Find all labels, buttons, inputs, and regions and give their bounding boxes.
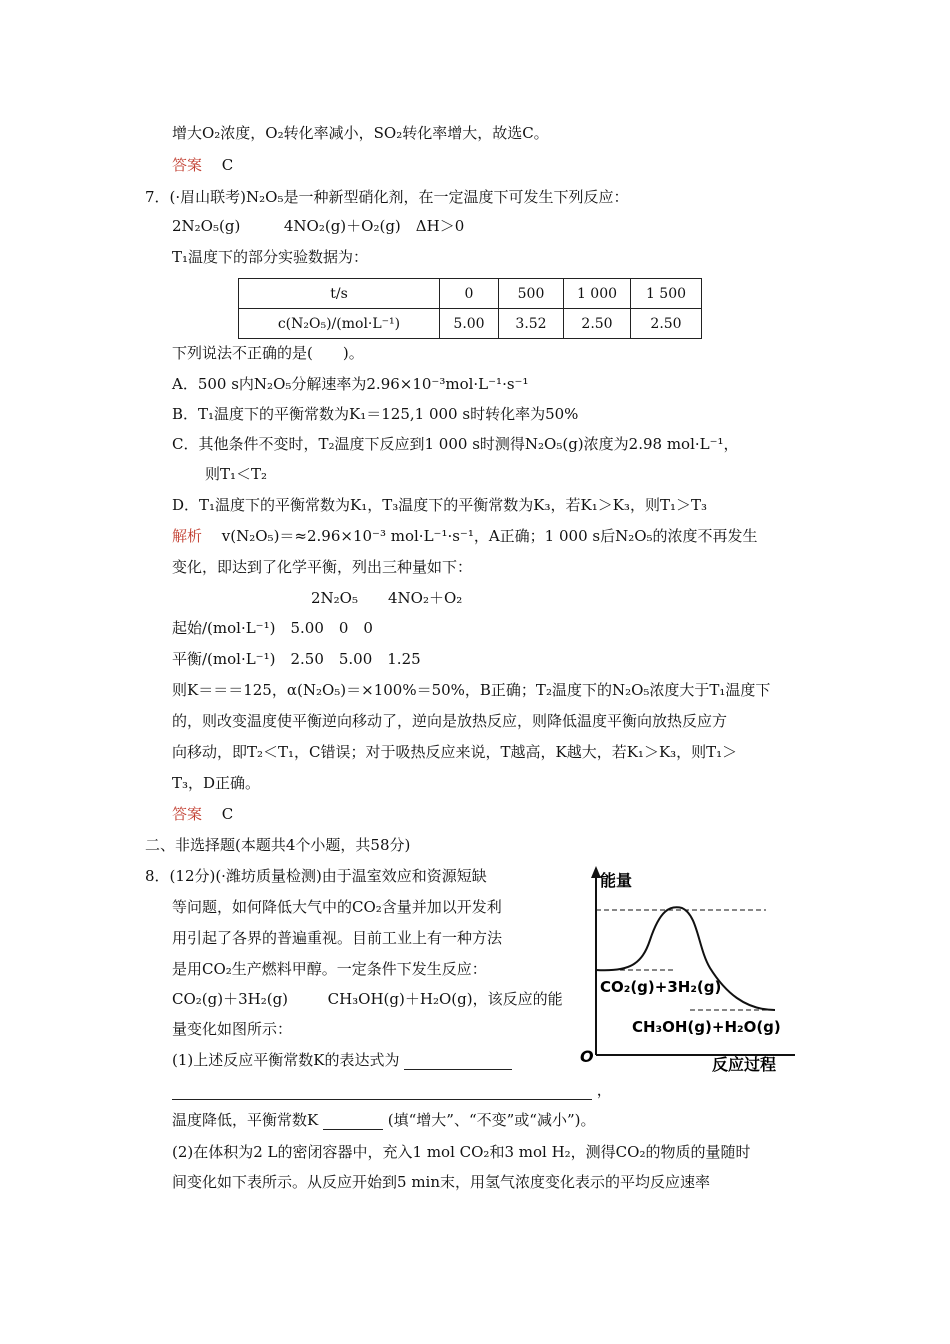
- option-d: D．T₁温度下的平衡常数为K₁，T₃温度下的平衡常数为K₃，若K₁＞K₃，则T₁＞T₃: [172, 496, 707, 514]
- part-1-hint: (填“增大”、“不变”或“减小”)。: [387, 1111, 596, 1129]
- table-cell: 5.00: [440, 309, 499, 339]
- question-8-text: 量变化如图所示：: [172, 1020, 293, 1038]
- answer-value: C: [221, 156, 234, 174]
- analysis-equation: 2N₂O₅ 4NO₂＋O₂: [311, 589, 463, 607]
- answer-label: 答案: [172, 156, 203, 174]
- comma: ，: [596, 1081, 612, 1099]
- table-cell: t/s: [239, 279, 440, 309]
- answer-label: 答案: [172, 805, 203, 823]
- table-cell: 2.50: [631, 309, 702, 339]
- answer-blank[interactable]: [172, 1099, 592, 1100]
- analysis-equilibrium-row: 平衡/(mol·L⁻¹) 2.50 5.00 1.25: [172, 650, 421, 668]
- part-1-text: (1)上述反应平衡常数K的表达式为: [172, 1051, 400, 1069]
- analysis-text: 的，则改变温度使平衡逆向移动了，逆向是放热反应，则降低温度平衡向放热反应方: [172, 712, 728, 730]
- part-1-line: [172, 1050, 512, 1070]
- part-2-text: 间变化如下表所示。从反应开始到5 min末，用氢气浓度变化表示的平均反应速率: [172, 1173, 710, 1191]
- question-8-text: 8．(12分)(·潍坊质量检测)由于温室效应和资源短缺: [145, 867, 487, 885]
- part-1-text: 温度降低，平衡常数K: [172, 1111, 319, 1129]
- part-1-line-2: [172, 1080, 612, 1100]
- products-label: CH₃OH(g)+H₂O(g): [632, 1018, 781, 1036]
- analysis-text: 向移动，即T₂＜T₁，C错误；对于吸热反应来说，T越高，K越大，若K₁＞K₃，则T₁＞: [172, 743, 738, 761]
- analysis-text: 则K＝＝＝125，α(N₂O₅)＝×100%＝50%，B正确；T₂温度下的N₂O₅浓度大于T₁温度下: [172, 681, 771, 699]
- answer-blank[interactable]: [404, 1069, 512, 1070]
- table-cell: 1 500: [631, 279, 702, 309]
- answer-line: [172, 804, 233, 824]
- analysis-label: 解析: [172, 527, 203, 545]
- t1-intro: T₁温度下的部分实验数据为：: [172, 248, 369, 266]
- text-line: 增大O₂浓度，O₂转化率减小，SO₂转化率增大，故选C。: [172, 124, 549, 142]
- question-8-text: 等问题，如何降低大气中的CO₂含量并加以开发利: [172, 898, 502, 916]
- reaction-equation: [172, 216, 464, 236]
- option-c-cont: 则T₁＜T₂: [205, 465, 268, 483]
- answer-value: C: [221, 805, 234, 823]
- option-a: A．500 s内N₂O₅分解速率为2.96×10⁻³mol·L⁻¹·s⁻¹: [172, 375, 529, 393]
- option-c: C．其他条件不变时，T₂温度下反应到1 000 s时测得N₂O₅(g)浓度为2.98 mol·L⁻¹，: [172, 435, 739, 453]
- answer-line: [172, 155, 233, 175]
- reaction-right: 4NO₂(g)＋O₂(g) ΔH＞0: [283, 217, 465, 235]
- answer-blank[interactable]: [323, 1129, 383, 1130]
- analysis-line: [172, 526, 758, 546]
- reaction-right: CH₃OH(g)＋H₂O(g)，该反应的能: [327, 990, 563, 1008]
- table-cell: 3.52: [499, 309, 564, 339]
- table-cell: c(N₂O₅)/(mol·L⁻¹): [239, 309, 440, 339]
- reaction-left: CO₂(g)＋3H₂(g): [172, 990, 289, 1008]
- analysis-text: T₃，D正确。: [172, 774, 261, 792]
- question-8-reaction: [172, 989, 563, 1009]
- x-axis-label: 反应过程: [712, 1055, 777, 1074]
- analysis-text: 变化，即达到了化学平衡，列出三种量如下：: [172, 558, 473, 576]
- table-cell: 1 000: [564, 279, 631, 309]
- y-axis-label: 能量: [600, 871, 633, 890]
- reaction-left: 2N₂O₅(g): [172, 217, 241, 235]
- table-cell: 500: [499, 279, 564, 309]
- part-2-text: (2)在体积为2 L的密闭容器中，充入1 mol CO₂和3 mol H₂，测得CO₂的物质的量随时: [172, 1143, 751, 1161]
- question-7-title: 7．(·眉山联考)N₂O₅是一种新型硝化剂，在一定温度下可发生下列反应：: [145, 188, 629, 206]
- option-b: B．T₁温度下的平衡常数为K₁＝125,1 000 s时转化率为50%: [172, 405, 579, 423]
- reactants-label: CO₂(g)+3H₂(g): [600, 978, 722, 996]
- analysis-start-row: 起始/(mol·L⁻¹) 5.00 0 0: [172, 619, 373, 637]
- table-cell: 0: [440, 279, 499, 309]
- question-8-text: 是用CO₂生产燃料甲醇。一定条件下发生反应：: [172, 960, 487, 978]
- table-row: [239, 279, 702, 309]
- table-row: [239, 309, 702, 339]
- table-cell: 2.50: [564, 309, 631, 339]
- question-prompt: 下列说法不正确的是( )。: [172, 344, 364, 362]
- question-8-text: 用引起了各界的普遍重视。目前工业上有一种方法: [172, 929, 503, 947]
- analysis-text: v(N₂O₅)＝≈2.96×10⁻³ mol·L⁻¹·s⁻¹，A正确；1 000 s后N₂O₅的浓度不再发生: [221, 527, 758, 545]
- part-1-line-3: [172, 1110, 596, 1130]
- energy-diagram: [570, 860, 810, 1080]
- section-title: 二、非选择题(本题共4个小题，共58分): [145, 836, 411, 854]
- origin-label: O: [580, 1047, 594, 1066]
- experiment-table: [238, 278, 702, 339]
